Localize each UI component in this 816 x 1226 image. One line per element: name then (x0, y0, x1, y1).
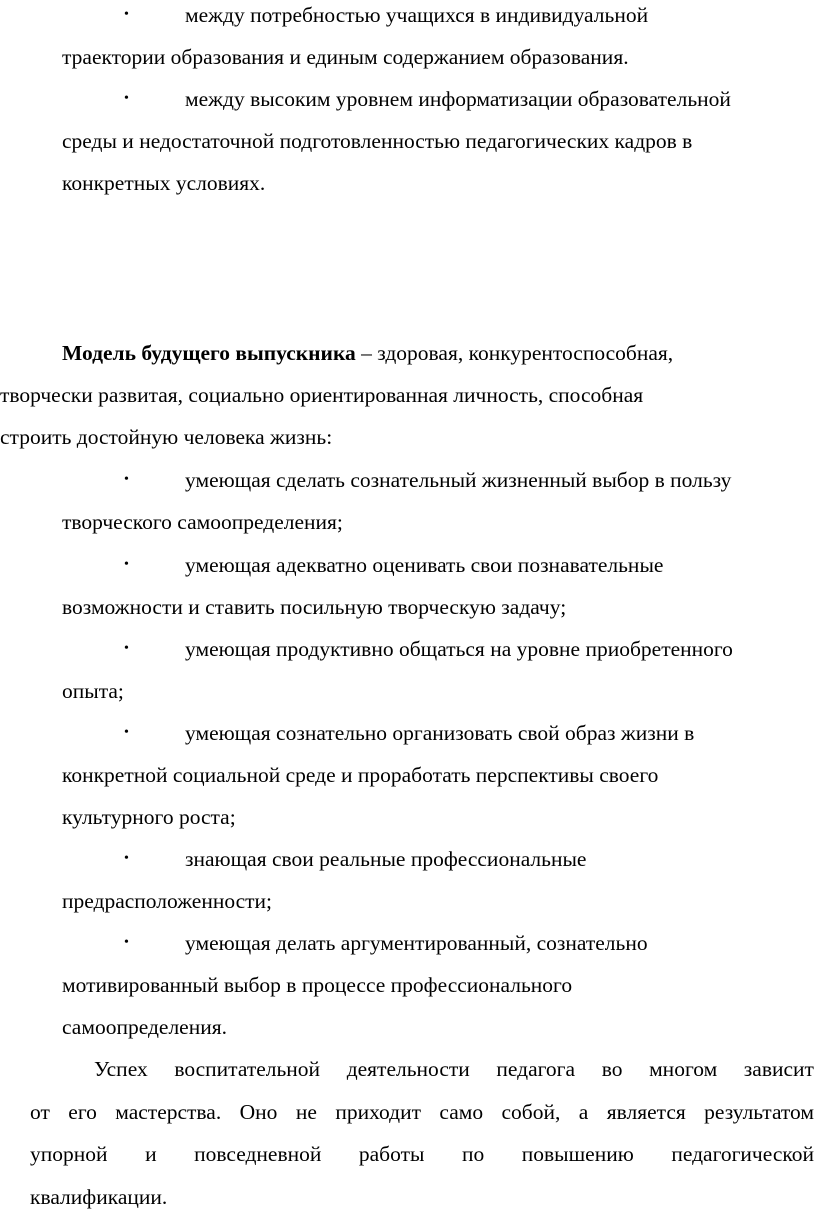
word: повседневной (194, 1142, 322, 1166)
bullet-icon: • (124, 91, 129, 106)
model-definition-line: строить достойную человека жизнь: (0, 425, 333, 449)
list-item-line: мотивированный выбор в процессе профессионального (62, 973, 573, 997)
list-item-line: предрасположенности; (62, 889, 273, 913)
bullet-icon: • (124, 557, 129, 572)
list-item-line: между потребностью учащихся в индивидуальной (185, 3, 649, 27)
word: приходит (335, 1100, 421, 1124)
list-item-line: конкретных условиях. (62, 171, 266, 195)
list-item-line: между высоким уровнем информатизации образовательной (185, 87, 731, 111)
word: работы (358, 1142, 425, 1166)
word: по (461, 1142, 485, 1166)
bullet-icon: • (124, 7, 129, 22)
closing-paragraph-line (30, 1141, 814, 1167)
bullet-icon: • (124, 935, 129, 950)
list-item-line: конкретной социальной среде и проработать перспективы своего (62, 763, 659, 787)
list-item-line: творческого самоопределения; (62, 510, 343, 534)
list-item-line: траектории образования и единым содержанием образования. (62, 45, 629, 69)
word: многом (649, 1057, 718, 1081)
word: а (578, 1100, 589, 1124)
word: зависит (743, 1057, 814, 1081)
word: собой, (501, 1100, 561, 1124)
list-item-line: опыта; (62, 679, 124, 703)
word: его (68, 1100, 97, 1124)
word: упорной (30, 1142, 108, 1166)
list-item-line: самоопределения. (62, 1015, 227, 1039)
model-definition-text: – здоровая, конкурентоспособная, (355, 341, 674, 365)
closing-paragraph-line (30, 1099, 814, 1125)
word: мастерства. (115, 1100, 222, 1124)
word: Оно (239, 1100, 278, 1124)
bullet-icon: • (124, 725, 129, 740)
bullet-icon: • (124, 472, 129, 487)
list-item-line: знающая свои реальные профессиональные (185, 847, 587, 871)
word: является (606, 1100, 686, 1124)
word: само (439, 1100, 484, 1124)
word: и (145, 1142, 157, 1166)
bullet-icon: • (124, 851, 129, 866)
list-item-line: умеющая продуктивно общаться на уровне приобретенного (185, 637, 733, 661)
word: повышению (521, 1142, 634, 1166)
word: результатом (704, 1100, 814, 1124)
word: не (295, 1100, 317, 1124)
closing-paragraph-line: квалификации. (30, 1185, 168, 1209)
model-definition-line (62, 340, 673, 366)
word: Успех (94, 1057, 148, 1081)
list-item-line: умеющая сделать сознательный жизненный выбор в пользу (185, 468, 732, 492)
word: от (30, 1100, 50, 1124)
word: воспитательной (174, 1057, 321, 1081)
model-definition-line: творчески развитая, социально ориентированная личность, способная (0, 383, 644, 407)
word: деятельности (346, 1057, 470, 1081)
list-item-line: среды и недостаточной подготовленностью педагогических кадров в (62, 129, 693, 153)
list-item-line: умеющая сознательно организовать свой образ жизни в (185, 721, 695, 745)
word: педагога (496, 1057, 576, 1081)
model-term: Модель будущего выпускника (62, 341, 356, 365)
list-item-line: умеющая адекватно оценивать свои познавательные (185, 553, 664, 577)
list-item-line: умеющая делать аргументированный, сознательно (185, 931, 648, 955)
word: педагогической (671, 1142, 814, 1166)
list-item-line: культурного роста; (62, 805, 236, 829)
list-item-line: возможности и ставить посильную творческую задачу; (62, 595, 567, 619)
bullet-icon: • (124, 641, 129, 656)
word: во (601, 1057, 623, 1081)
closing-paragraph-line (94, 1056, 814, 1082)
